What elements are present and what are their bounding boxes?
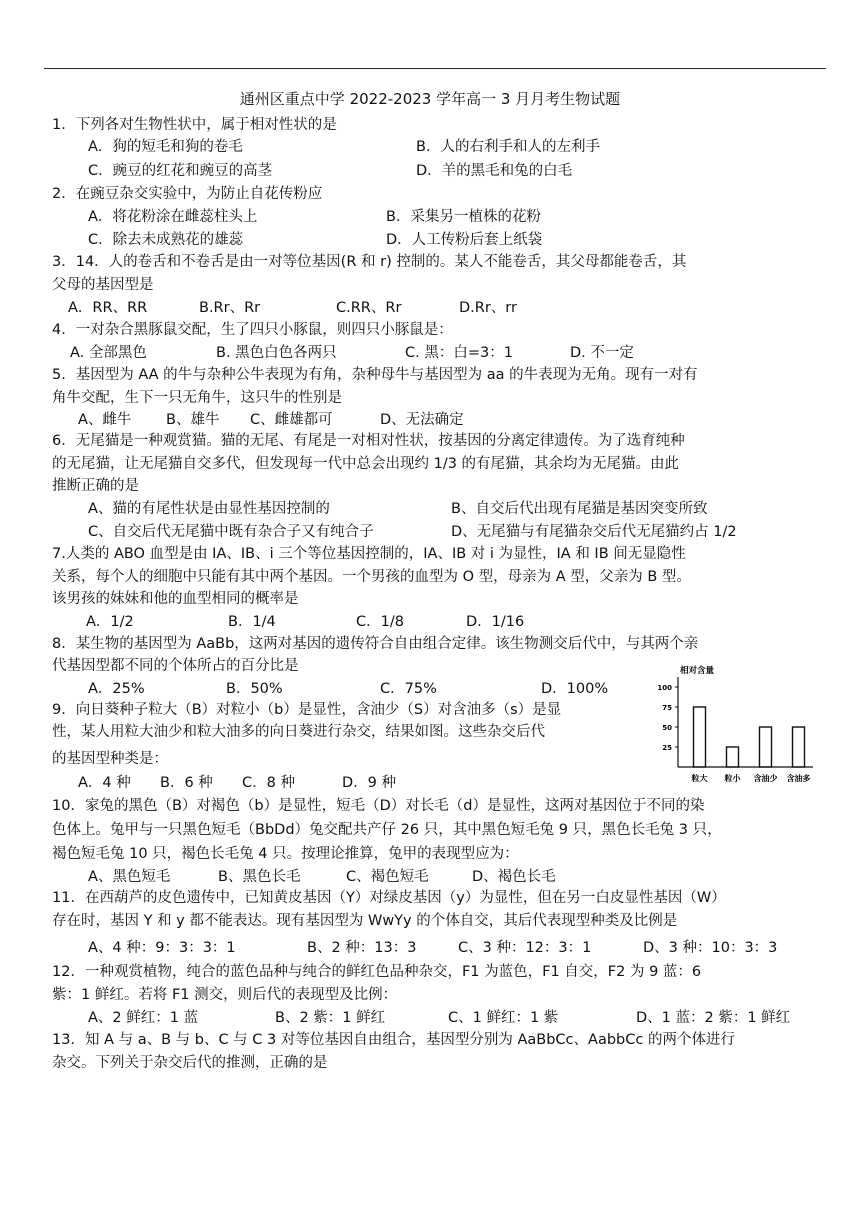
q8-option-c: C．75% — [380, 681, 437, 697]
q7-stem-line2: 关系，每个人的细胞中只能有其中两个基因。一个男孩的血型为 O 型，母亲为 A 型，父亲为 B 型。 — [52, 569, 691, 585]
chart-ytick-label: 50 — [662, 724, 672, 732]
q10-stem-line1: 10．家兔的黑色（B）对褐色（b）是显性，短毛（D）对长毛（d）是显性，这两对基因位于不同的染 — [52, 798, 705, 814]
chart-ylabel: 相对含量 — [680, 666, 715, 676]
chart-ytick-label: 25 — [662, 744, 672, 752]
q11-option-a: A、4 种：9：3：3：1 — [88, 940, 236, 956]
q1-option-c: C．豌豆的红花和豌豆的高茎 — [88, 163, 273, 179]
q1-option-b: B．人的右利手和人的左利手 — [416, 139, 600, 155]
q2-option-c: C．除去未成熟花的雄蕊 — [88, 232, 244, 248]
q11-option-d: D、3 种：10：3：3 — [643, 940, 778, 956]
q9-option-b: B．6 种 — [160, 775, 213, 791]
q4-option-a: A. 全部黑色 — [70, 345, 147, 361]
q5-option-a: A、雌牛 — [78, 412, 132, 428]
q6-option-d: D、无尾猫与有尾猫杂交后代无尾猫约占 1/2 — [451, 524, 737, 540]
q5-stem-line1: 5．基因型为 AA 的牛与杂种公牛表现为有角，杂种母牛与基因型为 aa 的牛表现为无角。现有一对有 — [52, 367, 698, 383]
chart-ytick-label: 100 — [657, 684, 672, 692]
q11-option-c: C、3 种：12：3：1 — [458, 940, 592, 956]
q7-option-d: D．1/16 — [466, 614, 525, 630]
q1-option-a: A．狗的短毛和狗的卷毛 — [88, 139, 243, 155]
q5-stem-line2: 角牛交配，生下一只无角牛，这只牛的性别是 — [52, 390, 342, 406]
chart-category-label: 粒大 — [691, 774, 708, 783]
q9-option-a: A．4 种 — [78, 775, 131, 791]
q2-option-d: D．人工传粉后套上纸袋 — [386, 232, 543, 248]
q3-option-d: D.Rr、rr — [459, 300, 517, 316]
q8-stem-line2: 代基因型都不同的个体所占的百分比是 — [52, 658, 299, 674]
q6-option-b: B、自交后代出现有尾猫是基因突变所致 — [451, 501, 708, 517]
q12-option-a: A、2 鲜红：1 蓝 — [88, 1010, 199, 1026]
q7-option-b: B．1/4 — [228, 614, 276, 630]
chart-ytick-label: 75 — [662, 704, 672, 712]
q9-stem-line3: 的基因型种类是： — [52, 751, 168, 767]
q12-stem-line2: 紫：1 鲜红。若将 F1 测交，则后代的表现型及比例： — [52, 987, 398, 1003]
q11-stem-line1: 11．在西葫芦的皮色遗传中，已知黄皮基因（Y）对绿皮基因（y）为显性，但在另一白皮显性基因（W） — [52, 890, 726, 906]
q4-stem: 4．一对杂合黑豚鼠交配，生了四只小豚鼠，则四只小豚鼠是： — [52, 322, 453, 338]
q6-stem-line3: 推断正确的是 — [52, 478, 139, 494]
q12-option-c: C、1 鲜红：1 紫 — [448, 1010, 559, 1026]
q6-stem-line2: 的无尾猫，让无尾猫自交多代，但发现每一代中总会出现约 1/3 的有尾猫，其余均为无尾猫。由此 — [52, 456, 680, 472]
q3-option-b: B.Rr、Rr — [199, 300, 261, 316]
q7-option-a: A．1/2 — [86, 614, 134, 630]
q3-stem-line1: 3．14．人的卷舌和不卷舌是由一对等位基因(R 和 r) 控制的。某人不能卷舌，其父母都能卷舌，其 — [52, 254, 687, 270]
chart-category-label: 含油多 — [786, 774, 811, 783]
q2-option-b: B．采集另一植株的花粉 — [386, 209, 541, 225]
q13-stem-line2: 杂交。下列关于杂交后代的推测，正确的是 — [52, 1055, 328, 1071]
chart-bar — [694, 707, 706, 767]
q10-stem-line3: 褐色短毛兔 10 只，褐色长毛兔 4 只。按理论推算，兔甲的表现型应为： — [52, 846, 519, 862]
q3-option-c: C.RR、Rr — [336, 300, 402, 316]
q4-option-d: D. 不一定 — [570, 345, 634, 361]
chart-bar — [760, 727, 772, 767]
q5-option-b: B、雄牛 — [166, 412, 220, 428]
q12-option-d: D、1 蓝：2 紫：1 鲜红 — [636, 1010, 791, 1026]
q6-option-c: C、自交后代无尾猫中既有杂合子又有纯合子 — [88, 524, 374, 540]
q13-stem-line1: 13．知 A 与 a、B 与 b、C 与 C 3 对等位基因自由组合，基因型分别为 AaBbCc、AabbCc 的两个体进行 — [52, 1032, 735, 1048]
q10-stem-line2: 色体上。兔甲与一只黑色短毛（BbDd）兔交配共产仔 26 只，其中黑色短毛兔 9 只，黑色长毛兔 3 只， — [52, 822, 722, 838]
chart-category-label: 含油少 — [753, 774, 778, 783]
q8-option-b: B．50% — [226, 681, 283, 697]
q5-option-c: C、雌雄都可 — [250, 412, 333, 428]
q2-stem: 2．在豌豆杂交实验中，为防止自花传粉应 — [52, 186, 323, 202]
q9-bar-chart — [648, 663, 818, 788]
q5-option-d: D、无法确定 — [380, 412, 464, 428]
q6-option-a: A、猫的有尾性状是由显性基因控制的 — [88, 501, 330, 517]
q6-stem-line1: 6．无尾猫是一种观赏猫。猫的无尾、有尾是一对相对性状，按基因的分离定律遗传。为了选育纯种 — [52, 433, 685, 449]
q10-option-d: D、褐色长毛 — [472, 869, 556, 885]
q1-stem: 1．下列各对生物性状中，属于相对性状的是 — [52, 117, 337, 133]
q7-option-c: C．1/8 — [356, 614, 404, 630]
chart-category-label: 粒小 — [724, 774, 741, 783]
q3-stem-line2: 父母的基因型是 — [52, 277, 154, 293]
q12-stem-line1: 12．一种观赏植物，纯合的蓝色品种与纯合的鲜红色品种杂交，F1 为蓝色，F1 自交，F2 为 9 蓝：6 — [52, 964, 702, 980]
q1-option-d: D．羊的黑毛和兔的白毛 — [416, 163, 573, 179]
q11-stem-line2: 存在时，基因 Y 和 y 都不能表达。现有基因型为 WwYy 的个体自交，其后代表现型种类及比例是 — [52, 913, 678, 929]
q2-option-a: A．将花粉涂在雌蕊柱头上 — [88, 209, 258, 225]
page-title: 通州区重点中学 2022-2023 学年高一 3 月月考生物试题 — [239, 90, 621, 108]
header-rule — [44, 68, 826, 69]
q8-stem-line1: 8．某生物的基因型为 AaBb，这两对基因的遗传符合自由组合定律。该生物测交后代中，与其两个亲 — [52, 636, 699, 652]
q4-option-b: B. 黑色白色各两只 — [216, 345, 337, 361]
q9-option-d: D．9 种 — [342, 775, 396, 791]
q4-option-c: C. 黑：白=3：1 — [405, 345, 513, 361]
q10-option-c: C、褐色短毛 — [346, 869, 429, 885]
q11-option-b: B、2 种：13：3 — [307, 940, 417, 956]
q9-stem-line2: 性，某人用粒大油少和粒大油多的向日葵进行杂交，结果如图。这些杂交后代 — [52, 724, 545, 740]
q10-option-a: A、黑色短毛 — [88, 869, 171, 885]
q10-option-b: B、黑色长毛 — [218, 869, 301, 885]
q8-option-a: A．25% — [88, 681, 145, 697]
q9-option-c: C．8 种 — [242, 775, 295, 791]
q3-option-a: A．RR、RR — [68, 300, 148, 316]
q7-stem-line3: 该男孩的妹妹和他的血型相同的概率是 — [52, 591, 299, 607]
chart-bar — [793, 727, 805, 767]
q9-stem-line1: 9．向日葵种子粒大（B）对粒小（b）是显性，含油少（S）对含油多（s）是显 — [52, 702, 562, 718]
q7-stem-line1: 7.人类的 ABO 血型是由 IA、IB、i 三个等位基因控制的，IA、IB 对 i 为显性，IA 和 IB 间无显隐性 — [52, 546, 686, 562]
q12-option-b: B、2 紫：1 鲜红 — [275, 1010, 386, 1026]
chart-bar — [727, 747, 739, 767]
q8-option-d: D．100% — [541, 681, 609, 697]
